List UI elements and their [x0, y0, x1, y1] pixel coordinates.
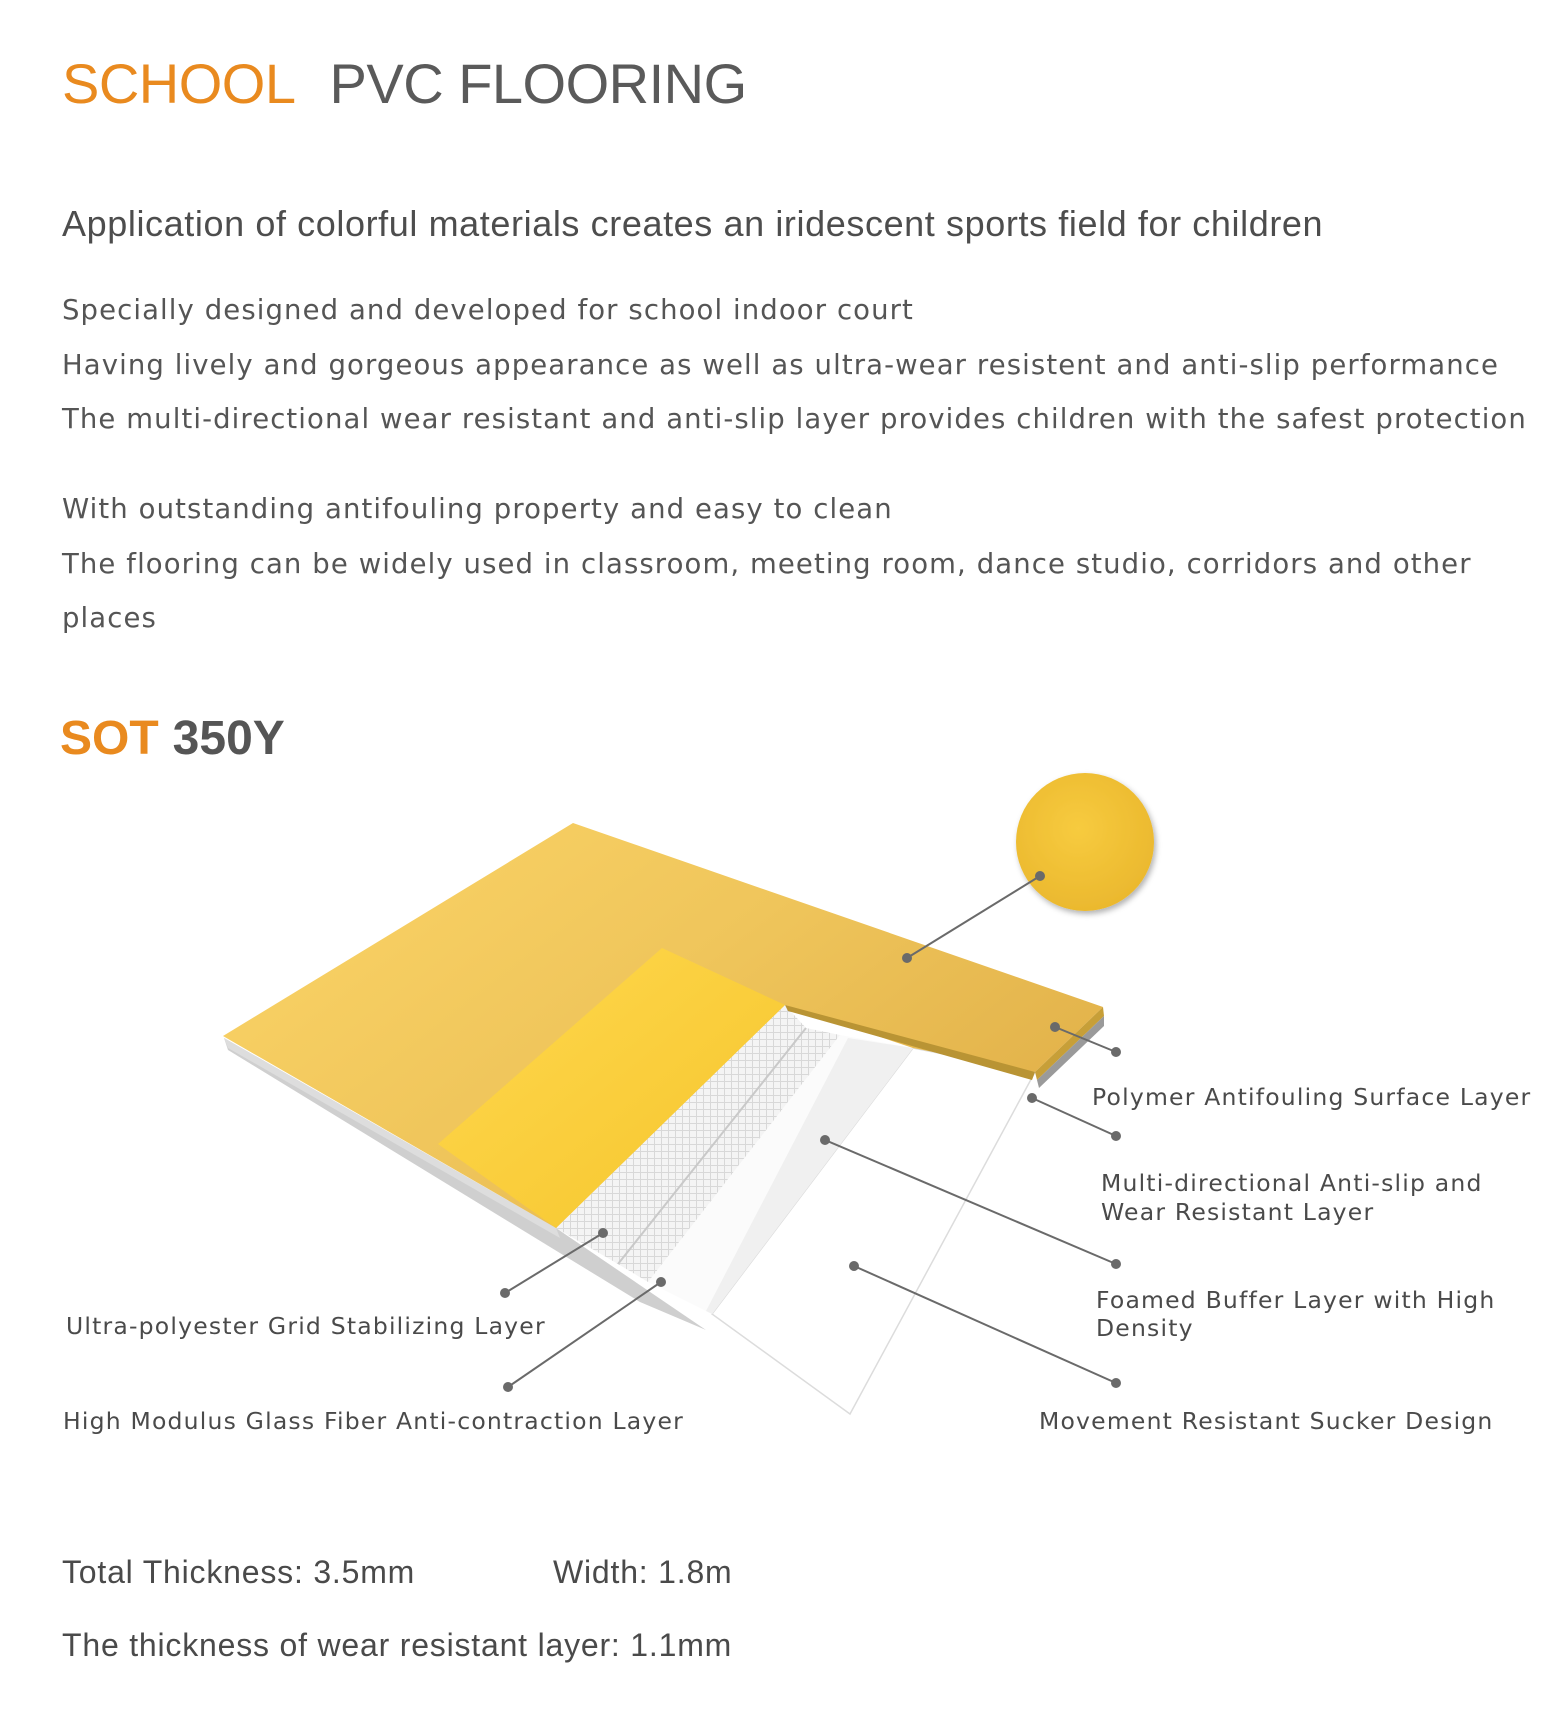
leader-dot	[1111, 1131, 1121, 1141]
title-rest: PVC FLOORING	[329, 52, 747, 115]
title-accent: SCHOOL	[62, 52, 296, 115]
color-swatch	[1016, 773, 1154, 911]
intro-line: places	[62, 602, 157, 634]
intro-headline: Application of colorful materials creates an iridescent sports field for children	[62, 203, 1324, 244]
intro-line: The multi-directional wear resistant and anti-slip layer provides children with the safest protection	[62, 403, 1527, 435]
leader-dot	[500, 1288, 510, 1298]
leader-dot	[820, 1135, 830, 1145]
label-antislip-line1: Multi-directional Anti-slip and	[1101, 1169, 1483, 1197]
intro-line: Having lively and gorgeous appearance as well as ultra-wear resistent and anti-slip performance	[62, 349, 1500, 381]
label-surface-layer: Polymer Antifouling Surface Layer	[1092, 1083, 1532, 1111]
model-number: 350Y	[172, 712, 285, 765]
label-foam-line1: Foamed Buffer Layer with High	[1096, 1286, 1496, 1314]
leader-dot	[1050, 1022, 1060, 1032]
intro-line: The flooring can be widely used in classroom, meeting room, dance studio, corridors and other	[62, 548, 1472, 580]
leader-dot	[598, 1228, 608, 1238]
leader-dot	[849, 1261, 859, 1271]
leader-dot	[503, 1382, 513, 1392]
leader-dot	[902, 953, 912, 963]
label-grid-layer: Ultra-polyester Grid Stabilizing Layer	[66, 1312, 546, 1340]
swatch-leader	[907, 876, 1040, 958]
leader-dot	[1027, 1093, 1037, 1103]
intro-line: Specially designed and developed for school indoor court	[62, 294, 914, 326]
model-accent: SOT	[60, 712, 159, 765]
label-antislip-line2: Wear Resistant Layer	[1101, 1198, 1375, 1226]
leader-dot	[1111, 1259, 1121, 1269]
label-glass-fiber-layer: High Modulus Glass Fiber Anti-contraction Layer	[63, 1407, 685, 1435]
spec-wear-layer: The thickness of wear resistant layer: 1.1mm	[62, 1627, 733, 1663]
intro-line: With outstanding antifouling property and easy to clean	[62, 493, 893, 525]
spec-total-thickness: Total Thickness: 3.5mm	[62, 1554, 416, 1590]
label-sucker-layer: Movement Resistant Sucker Design	[1039, 1407, 1494, 1435]
spec-width: Width: 1.8m	[553, 1554, 733, 1590]
leader-dot	[1111, 1378, 1121, 1388]
leader-dot	[1035, 871, 1045, 881]
leader-dot	[1111, 1047, 1121, 1057]
label-foam-line2: Density	[1096, 1314, 1194, 1342]
leader-dot	[656, 1277, 666, 1287]
